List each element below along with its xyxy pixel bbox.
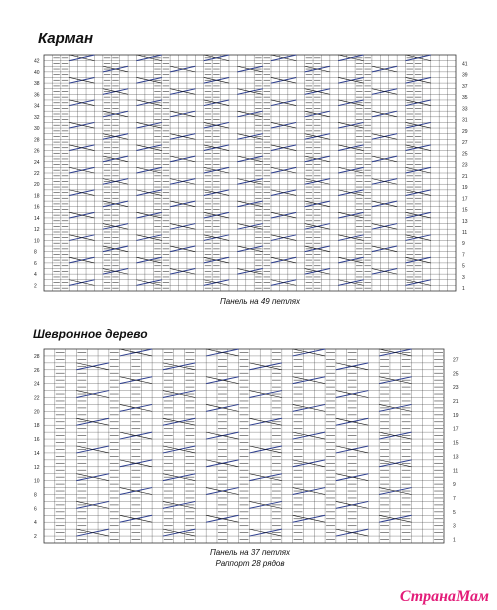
chart-title-karman: Карман <box>38 30 94 47</box>
row-label-left: 22 <box>34 171 40 177</box>
row-label-right: 11 <box>462 230 468 236</box>
row-label-left: 12 <box>34 464 40 471</box>
row-label-right: 19 <box>453 412 459 419</box>
row-label-left: 4 <box>34 520 37 527</box>
row-label-left: 4 <box>34 272 37 279</box>
row-label-right: 25 <box>462 151 468 158</box>
row-label-right: 17 <box>462 196 468 203</box>
row-label-right: 15 <box>453 440 459 447</box>
row-label-right: 17 <box>453 426 459 433</box>
row-label-left: 10 <box>34 238 40 245</box>
row-label-right: 3 <box>453 523 456 530</box>
row-label-left: 16 <box>34 437 40 444</box>
row-label-left: 10 <box>34 478 40 485</box>
row-label-right: 11 <box>453 468 459 475</box>
row-label-left: 36 <box>34 92 40 99</box>
row-label-right: 39 <box>462 72 468 79</box>
row-label-right: 7 <box>453 495 456 502</box>
row-label-right: 41 <box>462 61 468 68</box>
row-label-right: 23 <box>453 385 459 392</box>
row-label-right: 9 <box>453 482 456 489</box>
row-label-right: 23 <box>462 162 468 169</box>
row-label-right: 3 <box>462 274 465 281</box>
row-label-right: 5 <box>453 509 456 516</box>
row-label-left: 18 <box>34 193 40 200</box>
row-label-right: 37 <box>462 83 468 90</box>
row-label-right: 21 <box>453 398 459 405</box>
row-label-left: 6 <box>34 260 37 267</box>
row-label-left: 14 <box>34 450 40 457</box>
row-label-left: 26 <box>34 148 40 155</box>
row-label-left: 24 <box>34 159 40 166</box>
row-label-left: 12 <box>34 227 40 234</box>
row-label-left: 6 <box>34 506 37 513</box>
row-label-left: 16 <box>34 204 40 211</box>
row-label-right: 29 <box>462 128 468 135</box>
row-label-left: 38 <box>34 81 40 88</box>
row-label-right: 19 <box>462 185 468 192</box>
chart-caption-chevron-panel: Панель на 37 петлях <box>209 548 290 557</box>
row-label-right: 5 <box>462 263 465 270</box>
row-label-left: 20 <box>34 182 40 189</box>
row-label-right: 1 <box>462 286 465 293</box>
row-label-right: 7 <box>462 252 465 259</box>
row-label-right: 25 <box>453 371 459 378</box>
row-label-left: 8 <box>34 492 37 499</box>
row-label-right: 27 <box>453 357 459 364</box>
row-label-left: 28 <box>34 137 40 144</box>
row-label-right: 9 <box>462 241 465 248</box>
row-label-left: 2 <box>34 534 37 541</box>
row-label-left: 30 <box>34 126 40 133</box>
row-label-left: 42 <box>34 58 40 65</box>
row-label-left: 28 <box>34 353 40 360</box>
row-label-right: 21 <box>462 173 468 180</box>
row-label-left: 40 <box>34 69 40 76</box>
row-label-left: 2 <box>34 283 37 290</box>
row-label-left: 20 <box>34 409 40 416</box>
row-label-left: 34 <box>34 103 40 110</box>
site-logo: СтранаМам <box>399 588 489 605</box>
row-label-left: 18 <box>34 423 40 430</box>
chart-caption-karman: Панель на 49 петлях <box>219 297 300 306</box>
row-label-right: 35 <box>462 95 468 102</box>
row-label-right: 1 <box>453 537 456 544</box>
chart-caption-chevron-repeat: Раппорт 28 рядов <box>215 559 285 568</box>
row-label-left: 8 <box>34 249 37 256</box>
row-label-right: 13 <box>462 218 468 225</box>
row-label-left: 32 <box>34 114 40 121</box>
row-label-right: 13 <box>453 454 459 461</box>
row-label-left: 14 <box>34 215 40 222</box>
chart-title-chevron-tree: Шевронное дерево <box>33 327 148 341</box>
row-label-left: 26 <box>34 367 40 374</box>
row-label-right: 33 <box>462 106 468 113</box>
row-label-left: 24 <box>34 381 40 388</box>
row-label-right: 31 <box>462 117 468 124</box>
row-label-right: 27 <box>462 140 468 147</box>
row-label-right: 15 <box>462 207 468 214</box>
row-label-left: 22 <box>34 395 40 402</box>
